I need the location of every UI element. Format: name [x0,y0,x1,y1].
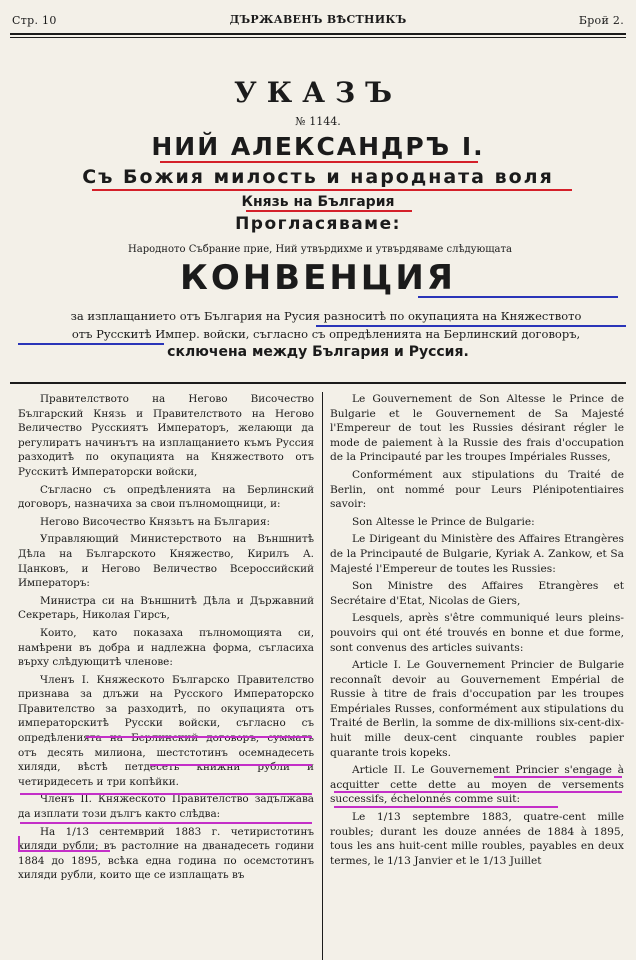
fr-paragraph: Le Dirigeant du Ministère des Affaires Etrangères de la Principauté de Bulgarie, Kyriak A. Zankow, et Sa Majesté l'Empereur de toutes les Russies: [330,533,624,575]
magenta-bracket [18,836,20,852]
fr-paragraph: Conformément aux stipulations du Traité de Berlin, ont nommé pour Leurs Plénipotentiaires savoir: [330,468,624,511]
magenta-underline-5 [20,850,110,852]
fr-article-1: Article I. Le Gouvernement Princier de Bulgarie reconnaît devoir au Gouvernement Empérial de Russie à titre de frais d'occupation par les troupes Empériales Russes, conformément aux stipulations du Traité de Berlin, la somme de dix-millions six-cent-dix-huit mille deux-cent cinquante roubles papier quarante trois kopeks. [330,659,624,759]
bulgarian-column [18,392,314,886]
issue-number: Брой 2. [578,14,624,27]
bg-article-2: Членъ II. Княжеското Правителство задължава да изплати този дългъ както слѣдва: [18,793,314,821]
magenta-underline-4 [20,822,312,824]
header-rule [10,33,626,35]
prince-line: Князь на България [241,194,395,210]
fr-paragraph: Son Ministre des Affaires Etrangères et Secrétaire d'Etat, Nicolas de Giers, [330,580,624,607]
proclaim-line: Прогласяваме: [235,214,401,234]
bg-paragraph: Съгласно съ опредѣленията на Берлинский договоръ, назначиха за свои пълномощници, и: [18,483,314,511]
fr-paragraph: Son Altesse le Prince de Bulgarie: [352,515,535,528]
bg-paragraph: Министра си на Външнитѣ Дѣла и Държавний Секретарь, Николая Гирсъ, [18,594,314,622]
bg-article-1: Членъ I. Княжеското Българско Правителство признава за длъжи на Русского Императорско Правителство за разходитѣ, по окупацията отъ императорскитѣ Русски войски, съгласно съ опредѣленията на Берлинский договоръ, сумматъ отъ десять милиона, шестстотинъ осемнадесеть хиляди, вѣстѣ петдесеть книжни рубли и четиридесеть и три копѣйки. [18,673,314,788]
french-column [330,392,624,871]
bg-paragraph: На 1/13 сентемврий 1883 г. четиристотинъ хиляди рубли; въ растолние на дванадесеть години 1884 до 1895, всѣка една година по осемстотинъ хиляди рубли, които ще се изплащать въ [18,825,314,882]
fr-paragraph: Le 1/13 septembre 1883, quatre-cent mille roubles; durant les douze années de 1884 à 1895, tous les ans huit-cent mille roubles, payables en deux termes, le 1/13 Janvier et le 1/13 Juillet [330,811,624,867]
fr-paragraph: Le Gouvernement de Son Altesse le Prince de Bulgarie et le Gouvernement de Sa Majesté l'Empereur de tout les Russies désirant régler le mode de paiement à la Russie des frais d'occupation de la Principauté par les troupes Impériales Russes, [330,393,624,464]
red-underline-ruler [160,161,478,163]
ruler-name: НИЙ АЛЕКСАНДРЪ I. [151,132,485,161]
column-divider [322,392,323,960]
page-header [12,10,624,30]
red-underline-prince [246,210,412,212]
fr-article-2: Article II. Le Gouvernement Princier s'engage à acquitter cette dette au moyen de versements successifs, échelonnés comme suit: [330,764,624,806]
section-rule [10,382,626,384]
blue-underline-occupation [316,325,626,327]
blue-overline-occupation [418,296,618,298]
page-number: Стр. 10 [12,14,57,27]
magenta-underline-3 [20,793,312,795]
magenta-underline-1 [86,736,312,738]
decree-number: № 1144. [295,115,341,128]
bg-paragraph: Които, като показаха пълномощията си, намѣрени въ добра и надлежна форма, съгласиха върху слѣдующитѣ членове: [18,626,314,669]
convention-title: КОНВЕНЦИЯ [180,258,456,298]
red-underline-grace [92,189,572,191]
bg-paragraph: Управляющий Министерството на Външнитѣ Дѣла на Българското Княжество, Кирилъ А. Цанковъ, и Негово Величество Всероссийский Императоръ: [18,533,314,590]
bg-paragraph: Негово Височество Князьтъ на България: [40,515,270,528]
header-rule-thin [10,37,626,38]
decree-intro: Народното Събрание прие, Ний утвърдихме и утвърдяваме слѣдующата [128,244,512,255]
decree-title: УКАЗЪ [234,76,402,109]
magenta-underline-fr-2 [334,791,622,793]
bg-paragraph: Правителството на Негово Височество Българский Князь и Правителството на Негово Величество Русскиятъ Императоръ, желающи да регулиратъ начинътъ на изплащанието къмъ Руссия разходитѣ по окупацията на Княжеството отъ Русскитѣ Императорски войски, [18,393,314,478]
magenta-underline-fr-1 [494,776,622,778]
magenta-underline-2 [150,764,312,766]
fr-paragraph: Lesquels, après s'être communiqué leurs pleins-pouvoirs qui ont été trouvés en bonne et due forme, sont convenus des articles suivants: [330,612,624,654]
convention-subtitle-line2: отъ Русскитѣ Импер. войски, съгласно съ опредѣленията на Берлинский договоръ, [71,327,581,341]
grace-line: Съ Божия милость и народната воля [82,166,554,188]
convention-parties: сключена между България и Руссия. [167,344,469,360]
newspaper-title: ДЪРЖАВЕНЪ ВѢСТНИКЪ [229,13,407,26]
convention-subtitle-line1: за изплащанието отъ България на Русия разноситѣ по окупацията на Княжеството [70,309,582,323]
magenta-underline-fr-3 [334,806,558,808]
blue-underline-imperial [18,343,164,345]
